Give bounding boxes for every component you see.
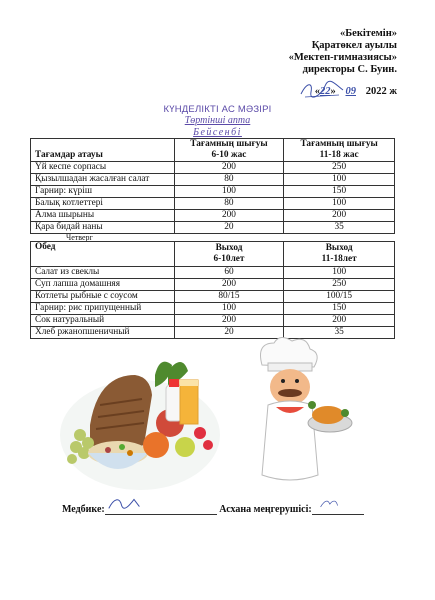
director-signature-icon	[299, 78, 345, 100]
table-row: Гарнир: күріш 100 150	[31, 186, 395, 198]
date-day: 22	[320, 86, 331, 97]
menu-table-kazakh	[30, 138, 395, 234]
approval-line2: «Мектеп-гимназиясы»	[288, 52, 397, 63]
head-cook-signature-line	[312, 500, 364, 515]
table-row: Котлеты рыбные с соусом 80/15 100/15	[31, 291, 395, 303]
pear-icon	[175, 437, 195, 457]
approval-line3: директоры С. Буин.	[302, 64, 397, 75]
roast-chicken-icon	[312, 406, 344, 424]
food-and-chef-illustration	[60, 335, 375, 495]
nurse-signature-icon	[107, 494, 143, 512]
table-row: Алма шырыны 200 200	[31, 210, 395, 222]
nurse-signature-line	[105, 500, 217, 515]
table-header-row	[31, 139, 395, 162]
nurse-label: Медбике:	[62, 504, 105, 515]
table-row: Суп лапша домашняя 200 250	[31, 279, 395, 291]
approval-block	[227, 28, 397, 98]
approval-date: «22» 09 2022 ж	[314, 86, 397, 97]
bread-icon	[90, 375, 152, 449]
menu-table-russian	[30, 241, 395, 339]
strawberry-icon	[203, 440, 213, 450]
column-header-output-11-18: Выход 11-18лет	[284, 242, 395, 267]
head-cook-label: Асхана меңгерушісі:	[219, 504, 312, 515]
date-year: 2022 ж	[365, 86, 397, 97]
menu-title: КҮНДЕЛІКТІ АС МӘЗІРІ	[163, 104, 272, 115]
table-row: Қызылшадан жасалған салат 80 100	[31, 174, 395, 186]
column-header-output-6-10: Выход 6-10лет	[174, 242, 284, 267]
thursday-label: Четверг	[66, 233, 93, 242]
table-row: Қара бидай наны 20 35	[31, 222, 395, 234]
approval-word: «Бекітемін»	[339, 28, 397, 39]
approval-line1: Қаратөкел ауылы	[311, 40, 397, 51]
column-header-lunch: Обед	[31, 242, 175, 267]
table-row: Хлеб ржанопшеничный 20 35	[31, 327, 395, 339]
table-header-row	[31, 242, 395, 267]
juice-glass-icon	[180, 380, 198, 424]
table-row: Салат из свеклы 60 100	[31, 267, 395, 279]
head-cook-signature-icon	[318, 494, 344, 512]
chef-icon	[261, 337, 353, 480]
column-header-dish: Тағамдар атауы	[31, 139, 175, 162]
table-row: Үй кеспе сорпасы 200 250	[31, 162, 395, 174]
column-header-age-11-18: Тағамның шығуы 11-18 жас	[284, 139, 395, 162]
date-month: 09	[345, 86, 356, 97]
strawberry-icon	[194, 427, 206, 439]
table-row: Гарнир: рис припущенный 100 150	[31, 303, 395, 315]
table-row: Сок натуральный 200 200	[31, 315, 395, 327]
day-label: Бейсенбі	[193, 127, 242, 138]
week-label: Төртінші апта	[184, 115, 251, 126]
signature-footer	[62, 500, 364, 515]
orange-icon	[143, 432, 169, 458]
column-header-age-6-10: Тағамның шығуы 6-10 жас	[174, 139, 284, 162]
table-row: Балық котлеттері 80 100	[31, 198, 395, 210]
